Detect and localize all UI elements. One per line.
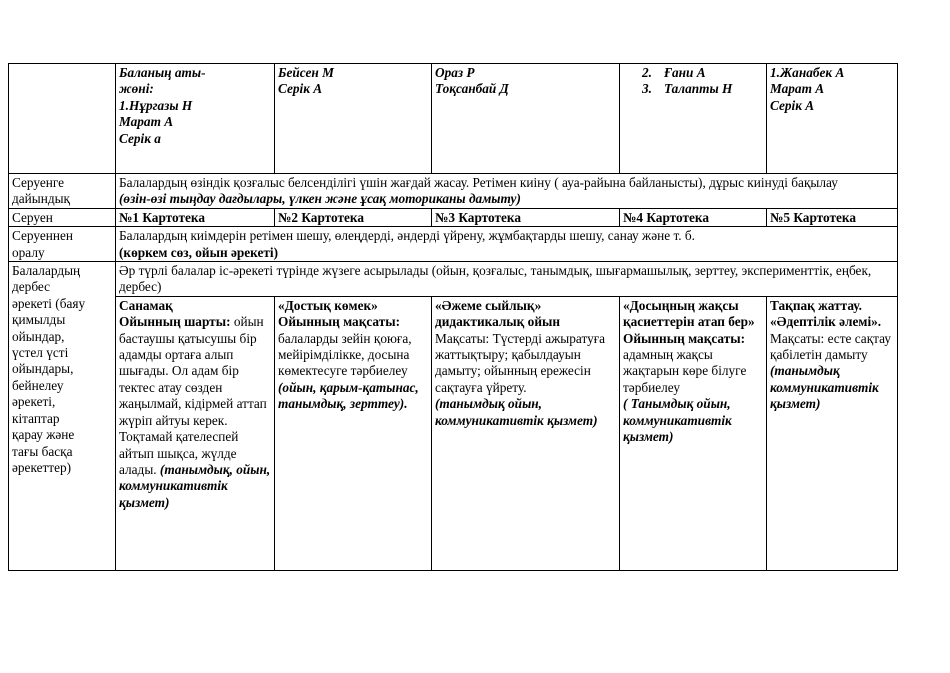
prep-content [116, 174, 898, 209]
independent-intro: Әр түрлі балалар іс-әрекеті түрінде жүзеге асырылады (ойын, қозғалыс, танымдық, шығармашылық, зерттеу, эксперименттік, еңбек, дербес) [116, 262, 898, 297]
label-line: Серуеннен [12, 228, 74, 244]
activity-3 [432, 296, 620, 570]
label-line: дербес [12, 279, 51, 295]
list-number: 3. [642, 81, 652, 97]
names-cell-3 [432, 64, 620, 174]
plan-table [8, 63, 898, 571]
label-line: қимылды [12, 312, 66, 328]
names-cell-2 [275, 64, 432, 174]
return-row [9, 227, 898, 262]
walk-label: Серуен [9, 208, 116, 226]
activity-text: Мақсаты: Түстерді ажыратуға жаттықтыру; қабылдауын дамыту; ойынның ережесін сақтауға үйрету. [435, 330, 606, 395]
names-line: Баланың аты- [119, 65, 206, 80]
activity-note: ( Танымдық ойын, коммуникативтік қызмет) [623, 396, 732, 445]
names-line: Серік А [770, 97, 815, 113]
label-line: ойындары, [12, 361, 74, 377]
return-label [9, 227, 116, 262]
card-4: №4 Картотека [620, 208, 767, 226]
label-line: Балалардың [12, 263, 81, 279]
names-line [642, 65, 763, 81]
activity-1 [116, 296, 275, 570]
names-line: Серік А [278, 81, 323, 97]
card-3: №3 Картотека [432, 208, 620, 226]
label-line: Серуенге [12, 175, 65, 190]
activity-goal-label: Ойынның мақсаты: [278, 314, 401, 330]
walk-row [9, 208, 898, 226]
names-line: 1.Жанабек А [770, 65, 845, 80]
activity-title: «Әжеме сыйлық» дидактикалық ойын [435, 297, 561, 330]
prep-row [9, 174, 898, 209]
activity-text: Мақсаты: есте сақтау қабілетін дамыту [770, 330, 892, 363]
independent-label [9, 262, 116, 571]
label-line: тағы басқа [12, 443, 73, 459]
card-1: №1 Картотека [116, 208, 275, 226]
names-line [642, 81, 763, 97]
names-line: Бейсен М [278, 65, 334, 80]
activity-subtitle: «Әдептілік әлемі». [770, 314, 882, 330]
return-text: Балалардың киімдерін ретімен шешу, өлеңдерді, әндерді үйрену, жұмбақтарды шешу, санау және т. б. [119, 228, 695, 244]
activity-rules-label: Ойынның шарты: [119, 314, 231, 330]
activity-text: балаларды зейін қоюға, мейірімділікке, досына көмектесуге тәрбиелеу [278, 330, 412, 379]
label-line: оралу [12, 244, 45, 260]
return-note: (көркем сөз, ойын әрекеті) [119, 244, 279, 260]
activity-title: Тақпақ жаттау. [770, 297, 862, 313]
names-line: Марат А [119, 114, 174, 130]
activity-text: ойын бастаушы қатысушы бір адамды ортаға алып шығады. Ол адам бір тектес атау сөзден жаңылмай, кідірмей аттап жүріп айтуы керек. Тоқтамай қателеспей айтып шықса, жүлде алады. [119, 314, 267, 477]
card-5: №5 Картотека [767, 208, 898, 226]
names-line: жөні: [119, 81, 154, 97]
blank-cell [9, 64, 116, 174]
activity-note: (ойын, қарым-қатынас, танымдық, зерттеу). [278, 379, 419, 412]
activity-title: «Досыңның жақсы қасиеттерін атап бер» Ойынның мақсаты: [623, 297, 755, 346]
names-line: 1.Нұргазы Н [119, 97, 193, 113]
label-line: әрекеті, [12, 394, 56, 410]
label-line: кітаптар [12, 410, 60, 426]
child-name: Ғани А [664, 65, 706, 80]
label-line: қарау және [12, 427, 75, 443]
prep-note: (өзін-өзі тыңдау дағдылары, үлкен және ұсақ моториканы дамыту) [119, 191, 521, 207]
activity-note: (танымдық, ойын, коммуникативтік қызмет) [119, 461, 271, 510]
label-line: ойындар, [12, 328, 65, 344]
names-line: Ораз Р [435, 65, 475, 80]
activity-title: Санамақ [119, 297, 173, 313]
activity-4 [620, 296, 767, 570]
activity-5 [767, 296, 898, 570]
return-content [116, 227, 898, 262]
label-line: бейнелеу [12, 377, 64, 393]
names-cell-4 [620, 64, 767, 174]
child-name: Талапты Н [664, 81, 733, 97]
independent-intro-row [9, 262, 898, 297]
label-line: әрекеті (баяу [12, 295, 86, 311]
names-row [9, 64, 898, 174]
label-line: дайындық [12, 191, 70, 207]
label-line: үстел үсті [12, 345, 69, 361]
prep-text: Балалардың өзіндік қозғалыс белсенділігі үшін жағдай жасау. Ретімен киіну ( ауа-райына байланысты), дұрыс киінуді бақылау [119, 175, 838, 190]
prep-label [9, 174, 116, 209]
names-cell-1 [116, 64, 275, 174]
list-number: 2. [642, 65, 652, 80]
activity-title: «Достық көмек» [278, 297, 378, 313]
names-line: Марат А [770, 81, 825, 97]
names-line: Тоқсанбай Д [435, 81, 509, 97]
activity-2 [275, 296, 432, 570]
activity-text: адамның жақсы жақтарын көре білуге тәрбиелеу [623, 347, 747, 395]
names-line: Серік а [119, 130, 161, 146]
card-2: №2 Картотека [275, 208, 432, 226]
activities-row [9, 296, 898, 570]
activity-note: (танымдық ойын, коммуникативтік қызмет) [435, 396, 598, 428]
label-line: әрекеттер) [12, 459, 72, 475]
activity-note: (танымдық коммуникативтік қызмет) [770, 363, 879, 412]
names-cell-5 [767, 64, 898, 174]
